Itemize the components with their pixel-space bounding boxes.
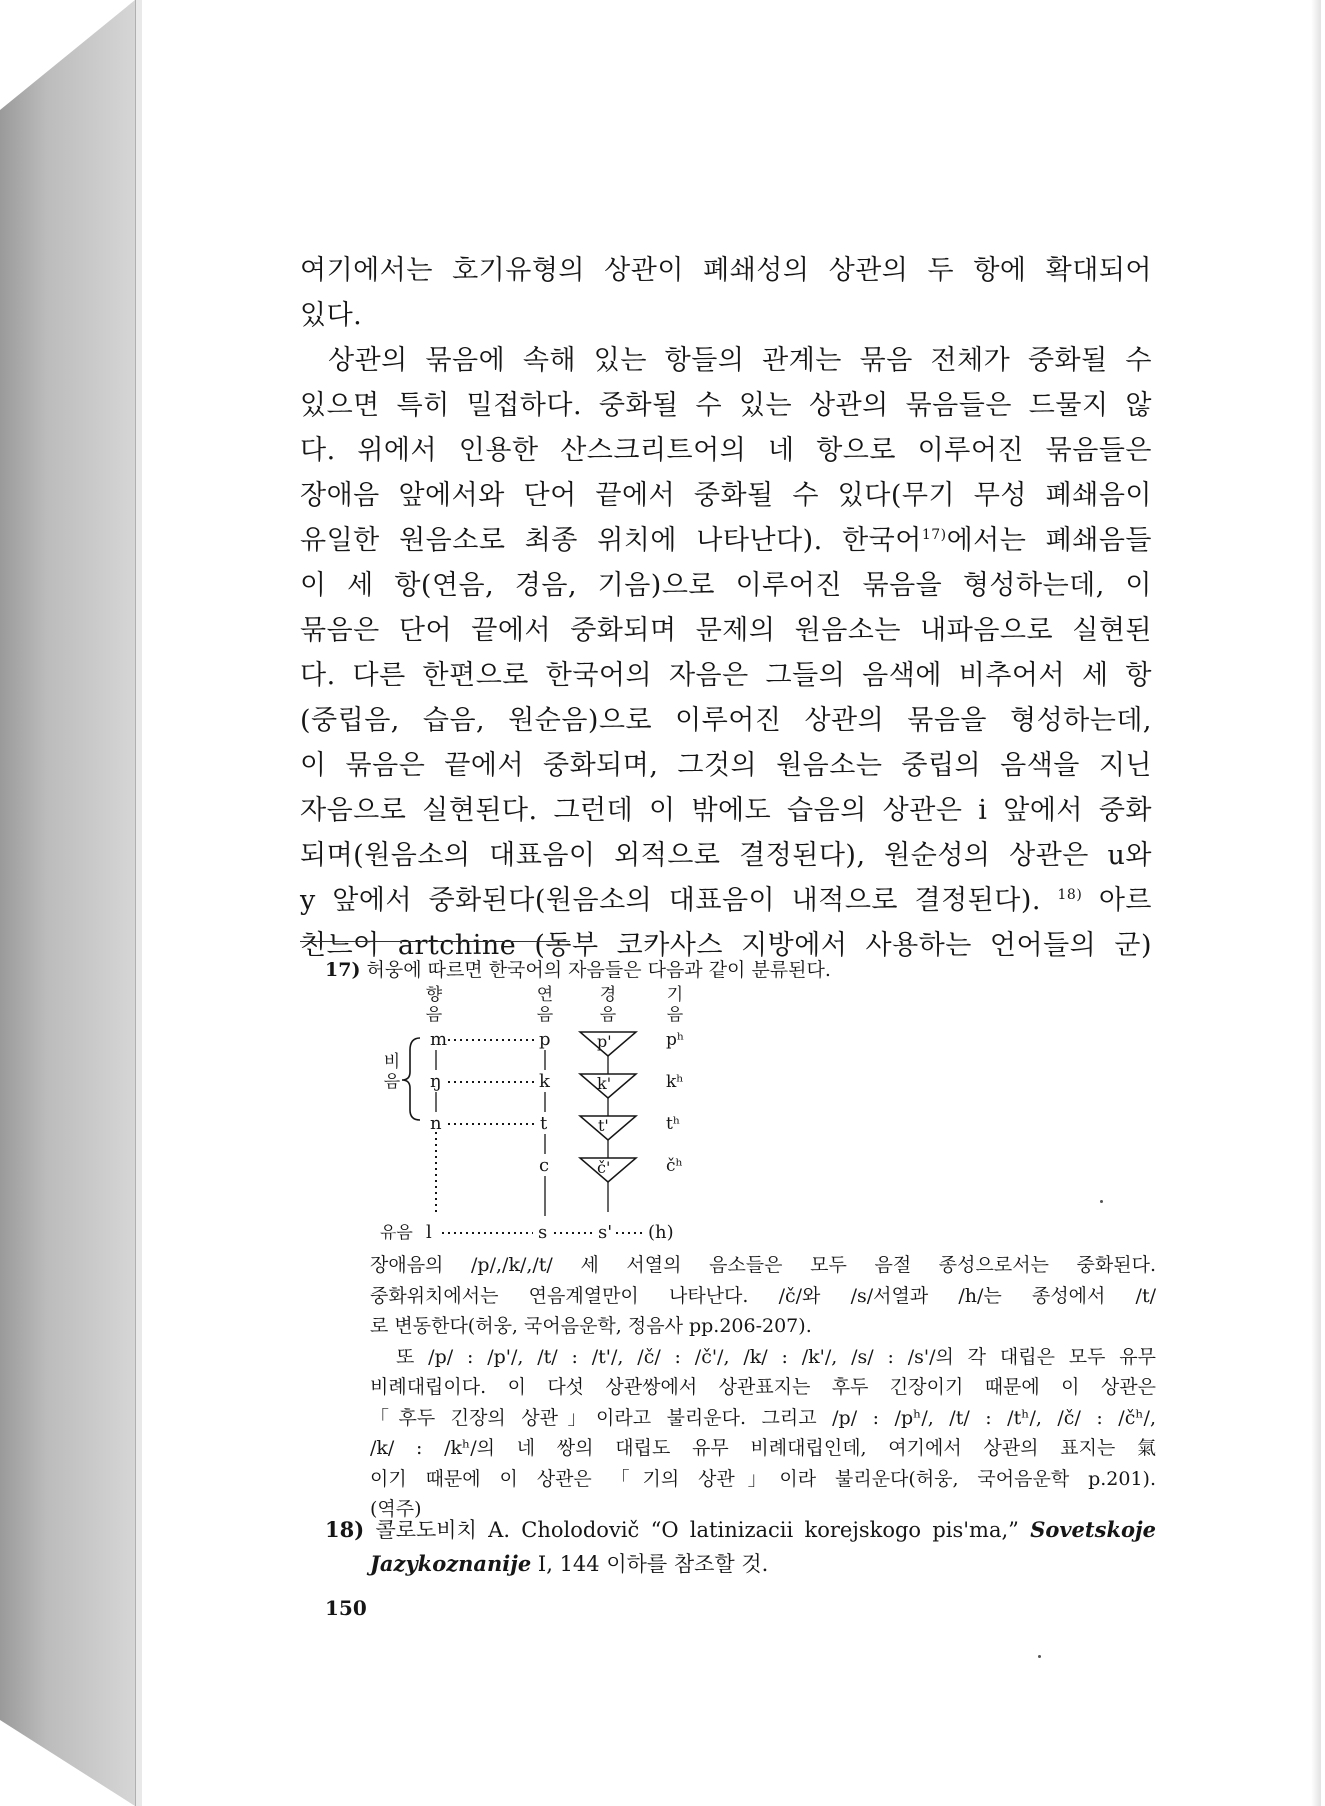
footnote-text: 허웅에 따르면 한국어의 자음들은 다음과 같이 분류된다.: [366, 959, 831, 981]
footnote-separator: [300, 941, 570, 942]
scan-speck: [1100, 1200, 1103, 1203]
lax-s: s: [538, 1222, 548, 1243]
footnote-number: 18): [325, 1517, 365, 1542]
text-fragment: 아르: [1098, 885, 1153, 916]
text-line: [300, 518, 1152, 563]
nasal-n: n: [430, 1113, 442, 1134]
col-header-lax: 연: [536, 985, 554, 1005]
text-line: 친느어 artchine (동부 코카사스 지방에서 사용하는 언어들의 군): [300, 930, 1152, 961]
nasal-ng: ŋ: [430, 1071, 442, 1092]
footnote-line: (역주): [370, 1498, 422, 1520]
footnote-line: 비례대립이다. 이 다섯 상관쌍에서 상관표지는 후두 긴장이기 때문에 이 상관은: [370, 1376, 1156, 1398]
text-line: 다. 다른 한편으로 한국어의 자음은 그들의 음색에 비추어서 세 항: [300, 660, 1152, 691]
main-paragraph: [300, 248, 1152, 968]
footnote-tail: Ⅰ, 144 이하를 참조할 것.: [537, 1552, 769, 1576]
text-fragment: y 앞에서 중화된다(원음소의 대표음이 내적으로 결정된다).: [300, 885, 1041, 916]
liquid-l: l: [426, 1222, 432, 1243]
consonant-diagram: [380, 980, 720, 1255]
text-line: 장애음 앞에서와 단어 끝에서 중화될 수 있다(무기 무성 폐쇄음이: [300, 480, 1152, 511]
col-header-aspirated: 기: [666, 985, 684, 1005]
footnote-18: [325, 1513, 1156, 1581]
lax-c: c: [539, 1155, 550, 1176]
asp-t: tʰ: [666, 1114, 681, 1134]
footnote-journal: Jazykoznanije: [370, 1551, 532, 1576]
asp-c: čʰ: [666, 1156, 683, 1176]
col-header-lax-2: 음: [536, 1005, 554, 1025]
lax-p: p: [539, 1029, 551, 1050]
footnote-line: [325, 1513, 1156, 1547]
page-number: 150: [325, 1596, 367, 1620]
text-line: 묶음은 단어 끝에서 중화되며 문제의 원음소는 내파음으로 실현된: [300, 615, 1152, 646]
col-header-tense: 경: [599, 985, 617, 1005]
text-line: 다. 위에서 인용한 산스크리트어의 네 항으로 이루어진 묶음들은: [300, 435, 1152, 466]
footnote-line: 「후두 긴장의 상관」이라고 불리운다. 그리고 /p/ : /pʰ/, /t/ : /tʰ/, /č/ : /čʰ/,: [370, 1406, 1156, 1429]
text-line: 있다.: [300, 300, 363, 331]
footnote-ref-18[interactable]: 18): [1057, 887, 1083, 903]
col-header-resonant-2: 음: [425, 1005, 443, 1025]
footnote-ref-17[interactable]: 17): [921, 527, 947, 543]
footnote-author: 콜로도비치 A. Cholodovič: [375, 1518, 640, 1542]
nasal-brace: [402, 1038, 420, 1120]
scan-speck: [1038, 1655, 1041, 1658]
text-fragment: 에서는 폐쇄음들: [946, 525, 1152, 556]
asp-h: (h): [648, 1222, 674, 1243]
nasal-m: m: [430, 1029, 448, 1050]
footnote-line: 또 /p/ : /p'/, /t/ : /t'/, /č/ : /č'/, /k/ : /k'/, /s/ : /s'/의 각 대립은 모두 유무: [396, 1345, 1156, 1368]
tense-k: k': [597, 1074, 612, 1093]
page-edge-shadow: [1311, 0, 1321, 1806]
diagram-rows: [380, 1029, 684, 1243]
footnote-number: 17): [325, 959, 361, 981]
text-line: 이 묶음은 끝에서 중화되며, 그것의 원음소는 중립의 음색을 지닌: [300, 750, 1152, 781]
row-label-liquid: 유음: [380, 1223, 413, 1243]
text-line: 상관의 묶음에 속해 있는 항들의 관계는 묶음 전체가 중화될 수: [328, 345, 1152, 376]
col-header-resonant: 향: [425, 985, 443, 1005]
lax-t: t: [540, 1113, 548, 1134]
text-line: 이 세 항(연음, 경음, 기음)으로 이루어진 묶음을 형성하는데, 이: [300, 570, 1152, 601]
footnote-line: 이기 때문에 이 상관은 「기의 상관」이라 불리운다(허웅, 국어음운학 p.201).: [370, 1467, 1156, 1490]
tense-p: p': [597, 1032, 612, 1051]
footnote-title: “O latinizacii korejskogo pis'ma,”: [650, 1518, 1019, 1542]
asp-k: kʰ: [666, 1072, 684, 1092]
lax-k: k: [539, 1071, 550, 1092]
asp-p: pʰ: [666, 1030, 685, 1050]
footnote-line: /k/ : /kʰ/의 네 쌍의 대립도 유무 비례대립인데, 여기에서 상관의 표지는 氣: [370, 1437, 1156, 1459]
text-line: 자음으로 실현된다. 그런데 이 밖에도 습음의 상관은 i 앞에서 중화: [300, 795, 1152, 826]
text-line: (중립음, 습음, 원순음)으로 이루어진 상관의 묶음을 형성하는데,: [300, 705, 1152, 736]
col-header-aspirated-2: 음: [666, 1005, 684, 1025]
footnote-17-body: [370, 1250, 1156, 1525]
text-line: [300, 878, 1152, 923]
footnote-line: 중화위치에서는 연음계열만이 나타난다. /č/와 /s/서열과 /h/는 종성에서 /t/: [370, 1284, 1156, 1307]
footnote-line: [325, 1547, 1156, 1581]
text-fragment: 유일한 원음소로 최종 위치에 나타난다). 한국어: [300, 525, 922, 556]
text-line: 있으면 특히 밀접하다. 중화될 수 있는 상관의 묶음들은 드물지 않: [300, 390, 1152, 421]
book-spine-edge: [0, 0, 135, 1806]
tense-s: s': [598, 1222, 613, 1243]
text-line: 여기에서는 호기유형의 상관이 폐쇄성의 상관의 두 항에 확대되어: [300, 255, 1152, 286]
text-line: 되며(원음소의 대표음이 외적으로 결정된다), 원순성의 상관은 u와: [300, 840, 1152, 871]
footnote-journal: Sovetskoje: [1030, 1517, 1156, 1542]
tense-c: č': [597, 1158, 611, 1177]
tense-t: t': [598, 1116, 609, 1135]
footnote-line: 로 변동한다(허웅, 국어음운학, 정음사 pp.206-207).: [370, 1315, 812, 1337]
row-label-nasal: 비: [383, 1052, 401, 1072]
footnote-line: 장애음의 /p/,/k/,/t/ 세 서열의 음소들은 모두 음절 종성으로서는 중화된다.: [370, 1254, 1156, 1276]
col-header-tense-2: 음: [599, 1005, 617, 1025]
row-label-nasal-2: 음: [383, 1072, 401, 1092]
